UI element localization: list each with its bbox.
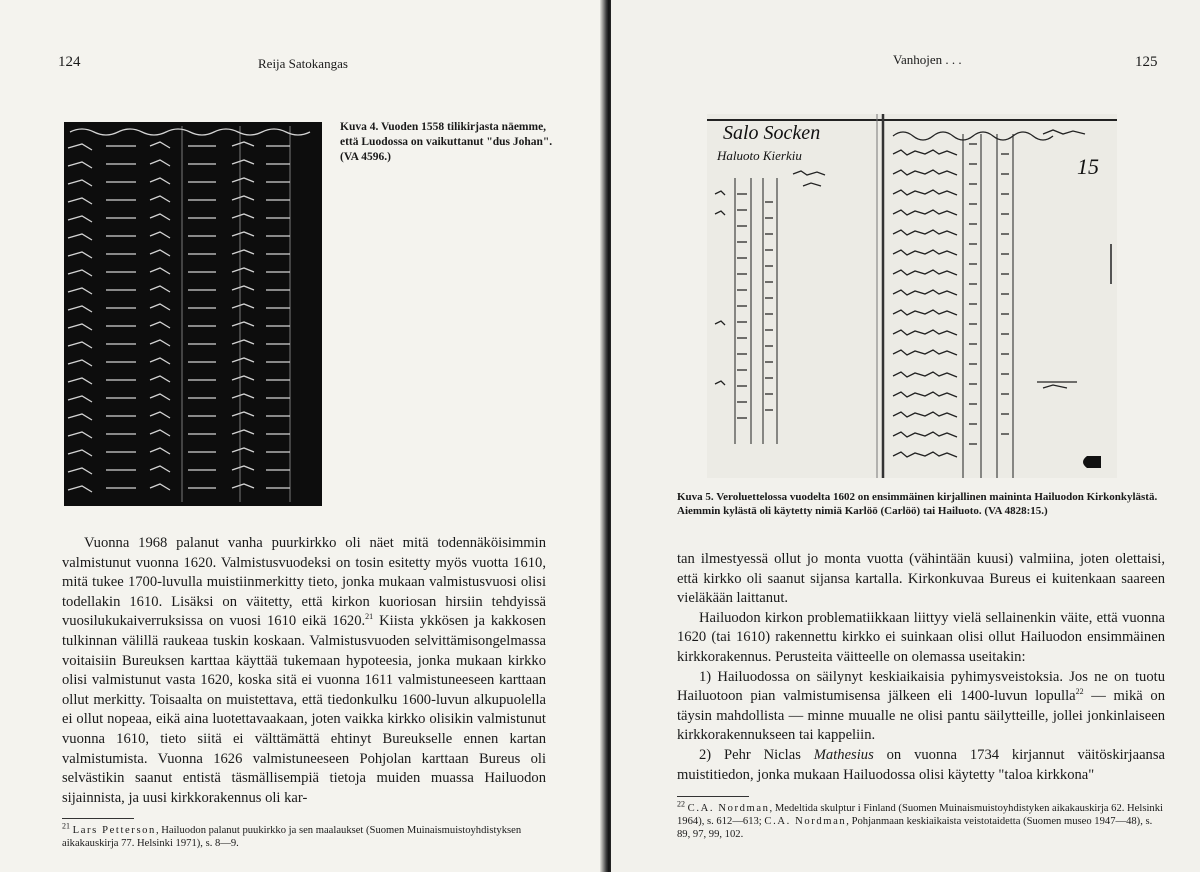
- page-number-left: 124: [58, 54, 81, 70]
- left-body-text: [62, 534, 546, 808]
- footnote-22-text-2: , Pohjanmaan keskiaikaista veistotaidetta (Suomen museo 1947—48), s. 89, 97, 99, 102.: [677, 816, 1153, 840]
- manuscript-page-mark: 15: [1077, 154, 1099, 179]
- footnote-rule-left: [62, 818, 134, 819]
- footnote-22-text-1: , Medeltida skulptur i Finland (Suomen Muinaismuistoyhdistyken aikakauskirja 62. Helsinki 1964), s. 612—613;: [677, 803, 1163, 827]
- right-list-item-2: [677, 746, 1165, 785]
- footnote-rule-right: [677, 796, 749, 797]
- footnote-ref-22: 22: [1075, 687, 1084, 697]
- tax-register-image: [707, 114, 1117, 478]
- footnote-ref-21: 21: [365, 612, 374, 622]
- list-item-2-part1: 2) Pehr Niclas: [699, 746, 801, 763]
- running-head-left: Reija Satokangas: [258, 56, 348, 71]
- manuscript-title: Salo Socken: [723, 122, 821, 144]
- footnote-22-author-2: C.A. Nordman: [764, 816, 847, 827]
- left-body-part1: Vuonna 1968 palanut vanha puurkirkko oli näet mitä todennäköisimmin valmistunut vuonna 1620. Valmistusvuodeksi on tosin esitetty myös vuotta 1610, mitä tukee 1700-luvulla muistiinmerkitty tieto, jonka mukaan valmistusvuosi olisi todellakin 1610. Lisäksi on väitetty, että kirkon kuoriosan hirsiin tehdyissä vuosilukukaiverruksissa on vuosi 1610 eikä 1620.: [62, 535, 546, 630]
- footnote-21-text: , Hailuodon palanut puukirkko ja sen maalaukset (Suomen Muinaismuistoyhdistyksen aikakauskirja 77. Helsinki 1971), s. 8—9.: [62, 825, 522, 849]
- right-para-1: tan ilmestyessä ollut jo monta vuotta (vähintään kuusi) valmiina, joten olettaisi, että kirkko oli saanut sijansa kartalla. Kirkonkuvaa Bureus ei kuitenkaan saareen vieläkään laittanut.: [677, 551, 1165, 607]
- footnote-22: [677, 799, 1165, 841]
- list-item-2-name: Mathesius: [813, 746, 874, 763]
- footnote-22-author-1: C.A. Nordman: [687, 803, 770, 814]
- footnote-22-number: 22: [677, 799, 685, 809]
- right-para-2: Hailuodon kirkon problematiikkaan liittyy vielä sellainenkin väite, että vuonna 1620 (tai 1610) rakennettu kirkko ei suinkaan olisi ollut Hailuodon ensimmäinen kirkkorakennus. Perusteita väitteelle on olemassa useitakin:: [677, 609, 1165, 665]
- footnote-21-author: Lars Petterson: [72, 825, 156, 836]
- tax-register-photo: [707, 114, 1117, 478]
- right-body-text: [677, 550, 1165, 785]
- figure-4-caption: Kuva 4. Vuoden 1558 tilikirjasta näemme, että Luodossa on vaikuttanut "dus Johan". (VA 4596.): [340, 121, 553, 163]
- footnote-21: [62, 821, 546, 850]
- right-page: [611, 0, 1200, 872]
- manuscript-subtitle: Haluoto Kierkiu: [717, 148, 802, 163]
- list-item-1-part1: 1) Hailuodossa on säilynyt keskiaikaisia pyhimysveistoksia. Jos ne on tuotu Hailuotoon pian valmistumisensa jälkeen eli 1400-luvun lopulla: [677, 668, 1165, 705]
- figure-5-caption: Kuva 5. Veroluettelossa vuodelta 1602 on ensimmäinen kirjallinen maininta Hailuodon Kirkonkylästä. Aiemmin kylästä oli käytetty nimiä Karlöö (Carlöö) tai Hailuoto. (VA 4828:15.): [677, 491, 1158, 517]
- list-item-2-part2: on vuonna 1734 kirjannut väitöskirjaansa muistitiedon, jonka mukaan Hailuodossa olisi käytetty "taloa kirkkona": [677, 746, 1165, 783]
- ledger-photo: [64, 122, 322, 506]
- right-list-item-1: [677, 668, 1165, 746]
- left-body-part2: Kiista ykkösen ja kakkosen tulkinnan välillä raukeaa tuskin koskaan. Valmistusvuoden selvittämisongelmassa voitaisiin Bureuksen karttaa käyttää tukemaan hypoteesia, jonka mukaan kirkko olisi valmistunut vasta 1620, koska sitä ei vuonna 1611 valmistuneeseen karttaan ollut merkitty. Toisaalta on muistettava, että tiedonkulku 1600-luvun alkupuolella ei ollut nopeaa, eikä aina luotettavaakaan, joten vaikka kirkko olisikin valmistunut vuonna 1610, tieto siitä ei välttämättä ehtinyt Bureukselle ennen kartan valmistumista. Vuonna 1626 valmistuneeseen Pohjolan karttaan Bureus oli selvästikin saanut entistä täsmällisempiä tietoja muiden muassa Hailuodon sijainnista, ja uusi kirkkorakennus oli kar-: [62, 613, 546, 806]
- ledger-scribble-image: [64, 122, 322, 506]
- running-head-right: Vanhojen . . .: [893, 52, 962, 67]
- footnote-21-number: 21: [62, 821, 70, 831]
- list-item-1-part2: — mikä on täysin mahdollista — minne muualle ne olisi pantu säilytteille, jollei jonkinlaiseen kirkkorakennukseen tai kappeliin.: [677, 688, 1165, 744]
- page-number-right: 125: [1135, 54, 1158, 70]
